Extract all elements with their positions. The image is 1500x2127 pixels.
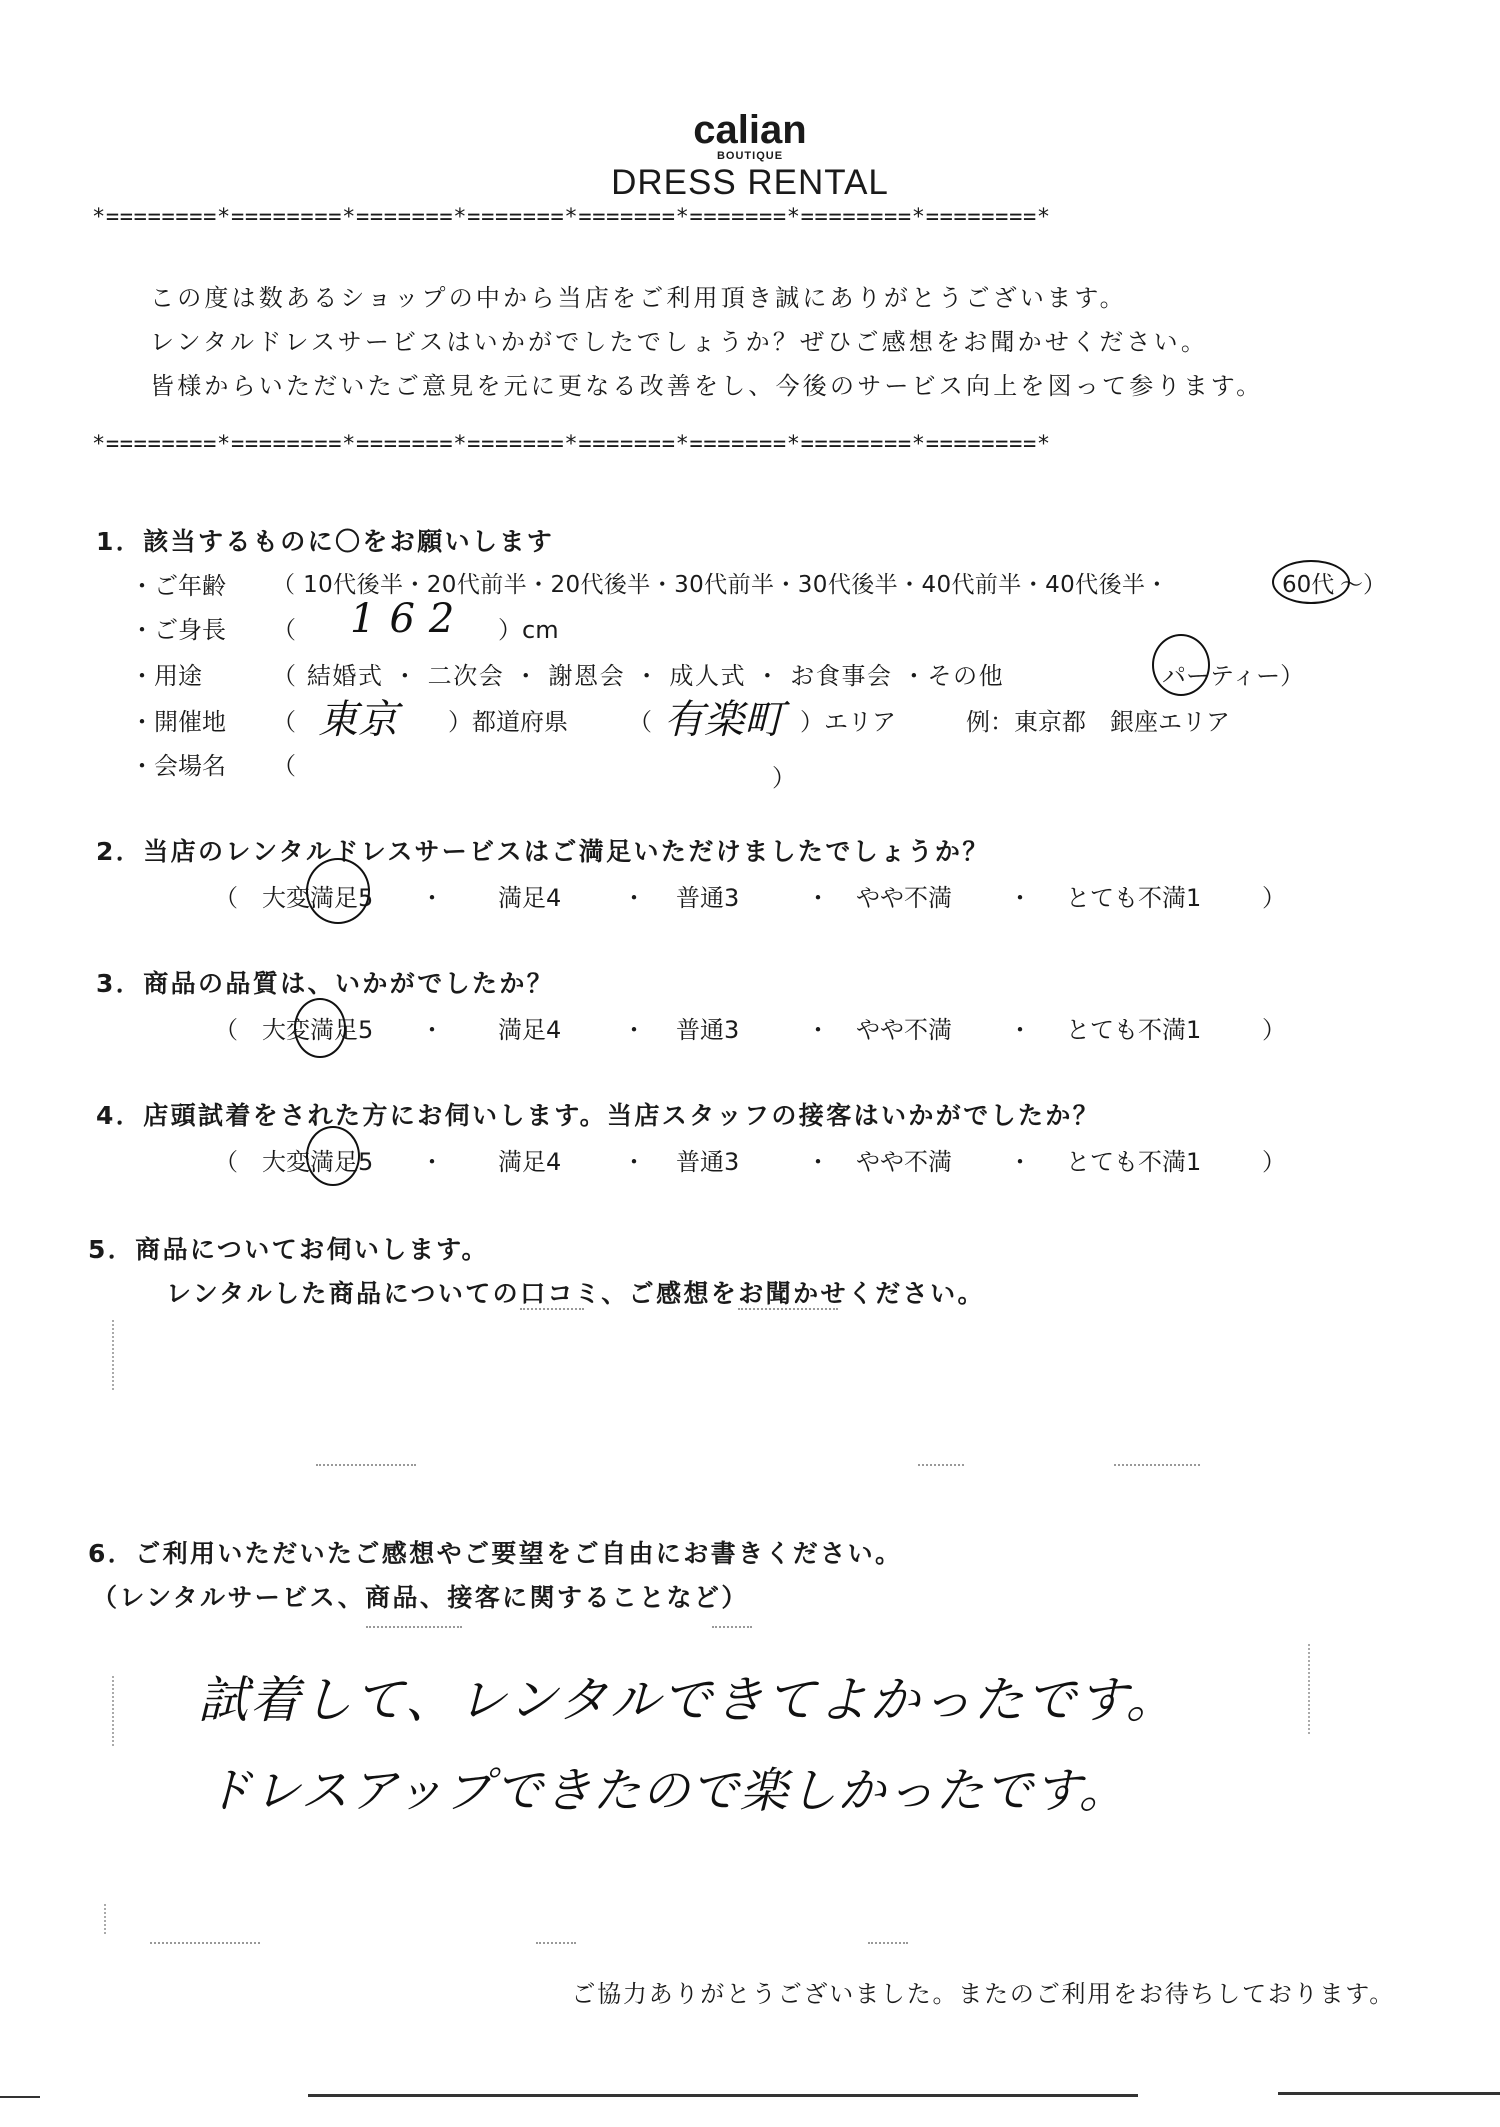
age-tail: 〜） bbox=[1340, 572, 1386, 598]
q3-option-2[interactable]: やや不満 bbox=[856, 1016, 952, 1044]
height-label: ・ご身長 bbox=[130, 616, 226, 644]
q5-dots-2 bbox=[738, 1308, 838, 1310]
height-open-paren: （ bbox=[272, 616, 296, 644]
brand-subtitle: BOUTIQUE bbox=[716, 150, 784, 162]
q4-sep-3: ・ bbox=[806, 1148, 830, 1176]
q6-answer-line-1[interactable]: 試着して、レンタルできてよかったです。 bbox=[198, 1671, 1178, 1729]
q2-sep-4: ・ bbox=[1008, 884, 1032, 912]
q2-option-5[interactable]: 大変満足5 bbox=[262, 884, 374, 912]
purpose-other-value[interactable]: パーティー） bbox=[1162, 662, 1305, 690]
q6-dots-4 bbox=[536, 1942, 576, 1944]
q4-option-2[interactable]: やや不満 bbox=[856, 1148, 952, 1176]
q3-option-1[interactable]: とても不満1 bbox=[1066, 1016, 1202, 1044]
purpose-label: ・用途 bbox=[130, 662, 202, 690]
age-selected[interactable]: 60代 bbox=[1282, 572, 1335, 598]
q5-dots-4 bbox=[918, 1464, 964, 1466]
area-example: 例：東京都 銀座エリア bbox=[966, 708, 1230, 736]
closing-message: ご協力ありがとうございました。またのご利用をお待ちしております。 bbox=[571, 1980, 1395, 2008]
q2-sep-3: ・ bbox=[806, 884, 830, 912]
age-label: ・ご年齢 bbox=[130, 572, 226, 600]
q4-title: 4．店頭試着をされた方にお伺いします。当店スタッフの接客はいかがでしたか？ bbox=[96, 1101, 1101, 1130]
q2-sep-1: ・ bbox=[420, 884, 444, 912]
q3-sep-2: ・ bbox=[622, 1016, 646, 1044]
q4-option-4[interactable]: 満足4 bbox=[498, 1148, 562, 1176]
q3-sep-4: ・ bbox=[1008, 1016, 1032, 1044]
q4-sep-4: ・ bbox=[1008, 1148, 1032, 1176]
divider-top: *========*========*=======*=======*=======*=======*========*========* bbox=[92, 205, 1051, 230]
q6-dots-3 bbox=[150, 1942, 260, 1944]
q6-dots-left bbox=[112, 1676, 114, 1746]
q2-circle-mark bbox=[306, 858, 370, 924]
q6-answer-line-2[interactable]: ドレスアップできたので楽しかったです。 bbox=[204, 1763, 1128, 1819]
q6-dots-5 bbox=[868, 1942, 908, 1944]
q6-title: 6．ご利用いただいたご感想やご要望をご自由にお書きください。 bbox=[88, 1539, 903, 1568]
footer-line-center bbox=[308, 2094, 1138, 2097]
venue-name-label: ・会場名 bbox=[130, 752, 226, 780]
q2-open-paren: （ bbox=[214, 884, 238, 912]
q2-sep-2: ・ bbox=[622, 884, 646, 912]
q3-option-4[interactable]: 満足4 bbox=[498, 1016, 562, 1044]
q6-dots-right bbox=[1308, 1644, 1310, 1734]
intro-line-3: 皆様からいただいたご意見を元に更なる改善をし、今後のサービス向上を図って参ります。 bbox=[150, 372, 1264, 400]
footer-line-right bbox=[1278, 2092, 1500, 2095]
q3-circle-mark bbox=[294, 998, 346, 1058]
venue-name-open-paren: （ bbox=[272, 752, 296, 780]
intro-line-1: この度は数あるショップの中から当店をご利用頂き誠にありがとうございます。 bbox=[150, 284, 1127, 312]
q3-sep-1: ・ bbox=[420, 1016, 444, 1044]
q5-dots-1 bbox=[520, 1308, 584, 1310]
q2-option-4[interactable]: 満足4 bbox=[498, 884, 562, 912]
purpose-circle-mark bbox=[1152, 634, 1210, 696]
age-options[interactable]: （ 10代後半・20代前半・20代後半・30代前半・30代後半・40代前半・40代後半・ bbox=[272, 572, 1169, 598]
q1-title: 1．該当するものに〇をお願いします bbox=[96, 527, 555, 556]
pref-open-paren: （ bbox=[272, 708, 296, 736]
height-unit: ）cm bbox=[498, 616, 559, 644]
pref-value[interactable]: 東京 bbox=[318, 697, 398, 743]
q3-close-paren: ） bbox=[1262, 1016, 1286, 1044]
footer-line-left bbox=[0, 2096, 40, 2098]
q5-title: 5．商品についてお伺いします。 bbox=[88, 1235, 489, 1264]
intro-line-2: レンタルドレスサービスはいかがでしたでしょうか？ぜひご感想をお聞かせください。 bbox=[150, 328, 1209, 356]
q6-dots-left-2 bbox=[104, 1904, 106, 1934]
q3-sep-3: ・ bbox=[806, 1016, 830, 1044]
q6-subtitle: （レンタルサービス、商品、接客に関することなど） bbox=[92, 1583, 749, 1612]
q5-subtitle: レンタルした商品についての口コミ、ご感想をお聞かせください。 bbox=[166, 1279, 985, 1308]
q5-dots-5 bbox=[1114, 1464, 1200, 1466]
q4-option-3[interactable]: 普通3 bbox=[676, 1148, 740, 1176]
q4-circle-mark bbox=[306, 1126, 360, 1186]
venue-name-close-paren: ） bbox=[772, 764, 796, 792]
area-value[interactable]: 有楽町 bbox=[664, 697, 784, 743]
height-value[interactable]: 162 bbox=[350, 596, 469, 642]
area-open-paren: （ bbox=[628, 708, 652, 736]
q6-dots-1 bbox=[366, 1626, 462, 1628]
q2-option-1[interactable]: とても不満1 bbox=[1066, 884, 1202, 912]
venue-area-label: ・開催地 bbox=[130, 708, 226, 736]
q2-option-2[interactable]: やや不満 bbox=[856, 884, 952, 912]
q2-title: 2．当店のレンタルドレスサービスはご満足いただけましたでしょうか？ bbox=[96, 837, 990, 866]
q3-open-paren: （ bbox=[214, 1016, 238, 1044]
q2-close-paren: ） bbox=[1262, 884, 1286, 912]
q3-option-3[interactable]: 普通3 bbox=[676, 1016, 740, 1044]
q4-open-paren: （ bbox=[214, 1148, 238, 1176]
q4-option-1[interactable]: とても不満1 bbox=[1066, 1148, 1202, 1176]
q4-sep-1: ・ bbox=[420, 1148, 444, 1176]
q5-dots-3 bbox=[316, 1464, 416, 1466]
area-label: ）エリア bbox=[800, 708, 896, 736]
q4-option-5[interactable]: 大変満足5 bbox=[262, 1148, 374, 1176]
service-title: DRESS RENTAL bbox=[611, 163, 889, 202]
purpose-options[interactable]: （ 結婚式 ・ 二次会 ・ 謝恩会 ・ 成人式 ・ お食事会 ・その他 bbox=[272, 662, 1005, 690]
brand-logo: calian bbox=[693, 108, 807, 152]
q5-dots-left bbox=[112, 1320, 114, 1390]
q3-option-5[interactable]: 大変満足5 bbox=[262, 1016, 374, 1044]
q4-close-paren: ） bbox=[1262, 1148, 1286, 1176]
age-circle-mark bbox=[1272, 560, 1350, 604]
q2-option-3[interactable]: 普通3 bbox=[676, 884, 740, 912]
q6-dots-2 bbox=[712, 1626, 752, 1628]
q3-title: 3．商品の品質は、いかがでしたか？ bbox=[96, 969, 555, 998]
pref-label: ）都道府県 bbox=[448, 708, 568, 736]
q4-sep-2: ・ bbox=[622, 1148, 646, 1176]
divider-bottom: *========*========*=======*=======*=======*=======*========*========* bbox=[92, 432, 1051, 457]
